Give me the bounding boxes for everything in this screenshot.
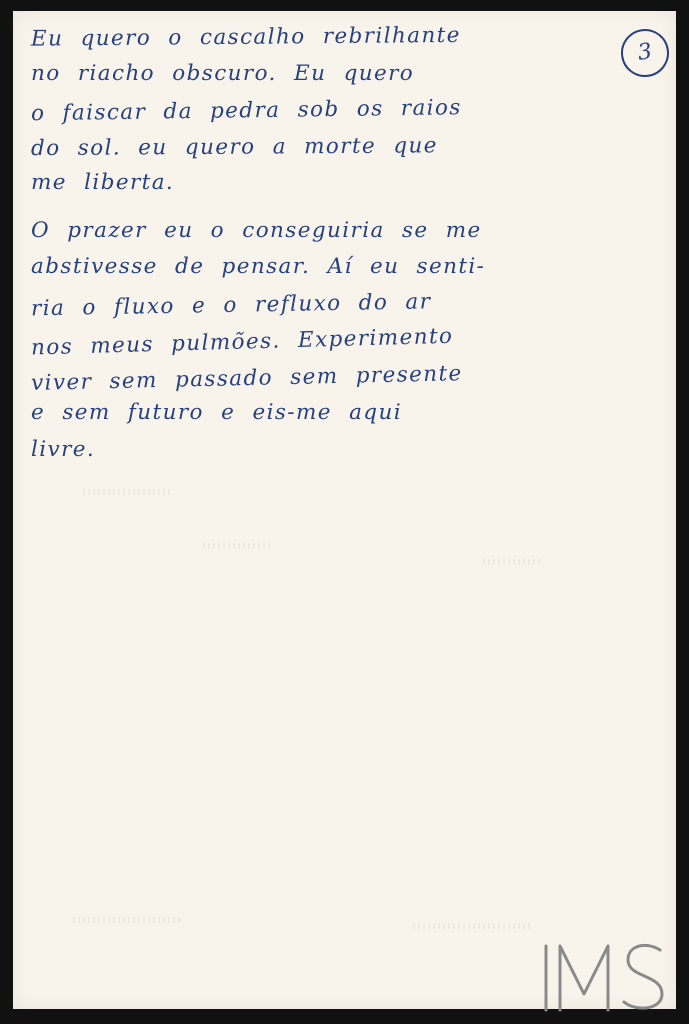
paper-bleed-through: [483, 559, 543, 565]
page-number: 3: [618, 26, 672, 80]
text-line: O prazer eu o conseguiria se me: [31, 217, 482, 243]
paper-bleed-through: [413, 923, 533, 929]
paper-bleed-through: [203, 543, 273, 549]
text-line: abstivesse de pensar. Aí eu senti-: [31, 254, 486, 279]
handwritten-text: [31, 19, 641, 468]
text-line: viver sem passado sem presente: [30, 360, 463, 396]
text-line: no riacho obscuro. Eu quero: [31, 60, 415, 86]
text-line: me liberta.: [31, 170, 175, 195]
ims-watermark-logo: [538, 940, 670, 1012]
text-line: ria o fluxo e o refluxo do ar: [30, 288, 432, 321]
text-line: nos meus pulmões. Experimento: [30, 323, 454, 361]
manuscript-page: [13, 11, 676, 1009]
text-line: do sol. eu quero a morte que: [30, 132, 438, 161]
text-line: livre.: [31, 436, 96, 462]
text-line: o faiscar da pedra sob os raios: [30, 95, 462, 127]
paper-bleed-through: [83, 489, 173, 495]
paper-bleed-through: [73, 917, 183, 923]
text-line: Eu quero o cascalho rebrilhante: [30, 22, 461, 52]
paragraph-gap: [31, 202, 641, 213]
text-line: e sem futuro e eis-me aqui: [31, 400, 402, 425]
